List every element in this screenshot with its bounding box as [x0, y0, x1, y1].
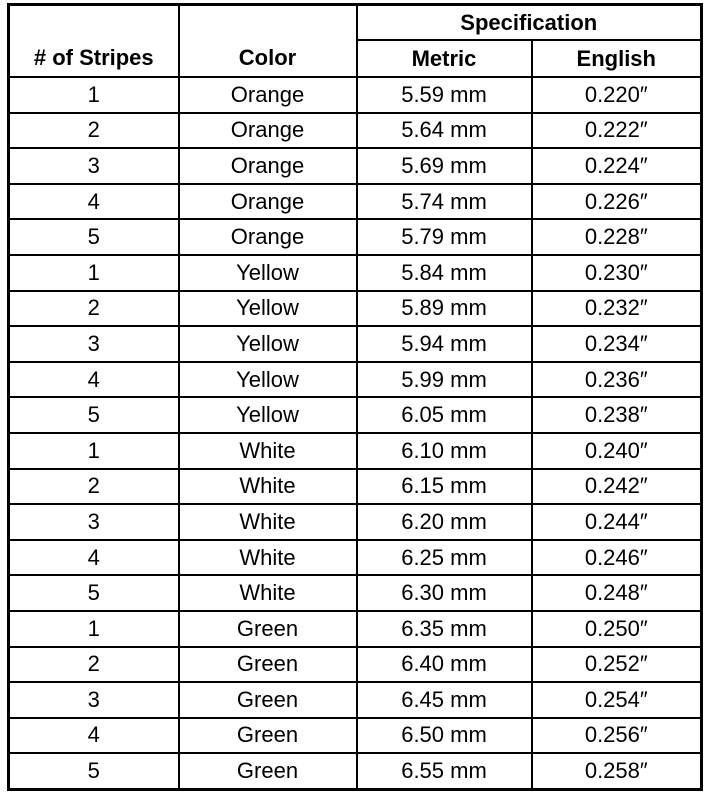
color-cell: Green	[179, 718, 357, 754]
stripes-cell: 2	[9, 469, 179, 505]
english-cell: 0.220″	[532, 77, 702, 113]
table-row	[9, 362, 702, 398]
english-header: English	[532, 40, 702, 77]
english-cell: 0.230″	[532, 255, 702, 291]
color-cell: Yellow	[179, 255, 357, 291]
color-header: Color	[179, 40, 357, 77]
metric-cell: 6.25 mm	[357, 540, 532, 576]
english-cell: 0.232″	[532, 291, 702, 327]
english-cell: 0.222″	[532, 113, 702, 149]
english-cell: 0.224″	[532, 148, 702, 184]
color-cell: White	[179, 504, 357, 540]
table-row	[9, 219, 702, 255]
table-row	[9, 718, 702, 754]
metric-cell: 5.89 mm	[357, 291, 532, 327]
color-cell: Yellow	[179, 362, 357, 398]
stripes-cell: 4	[9, 184, 179, 220]
english-cell: 0.256″	[532, 718, 702, 754]
stripes-cell: 1	[9, 77, 179, 113]
metric-cell: 6.35 mm	[357, 611, 532, 647]
table-row	[9, 291, 702, 327]
english-cell: 0.228″	[532, 219, 702, 255]
stripes-cell: 2	[9, 113, 179, 149]
metric-cell: 5.99 mm	[357, 362, 532, 398]
english-cell: 0.240″	[532, 433, 702, 469]
stripes-cell: 3	[9, 682, 179, 718]
stripes-cell: 3	[9, 326, 179, 362]
english-cell: 0.250″	[532, 611, 702, 647]
metric-cell: 6.40 mm	[357, 647, 532, 683]
metric-cell: 5.69 mm	[357, 148, 532, 184]
table-row	[9, 184, 702, 220]
stripes-cell: 5	[9, 397, 179, 433]
color-cell: Green	[179, 682, 357, 718]
color-cell: Yellow	[179, 397, 357, 433]
table-row	[9, 469, 702, 505]
color-cell: Orange	[179, 148, 357, 184]
table-row	[9, 113, 702, 149]
color-cell: Orange	[179, 77, 357, 113]
stripes-cell: 5	[9, 219, 179, 255]
english-cell: 0.254″	[532, 682, 702, 718]
metric-cell: 6.45 mm	[357, 682, 532, 718]
english-cell: 0.238″	[532, 397, 702, 433]
stripes-cell: 1	[9, 255, 179, 291]
english-cell: 0.248″	[532, 575, 702, 611]
metric-cell: 5.79 mm	[357, 219, 532, 255]
metric-cell: 5.84 mm	[357, 255, 532, 291]
table-row	[9, 77, 702, 113]
stripes-cell: 4	[9, 362, 179, 398]
english-cell: 0.258″	[532, 753, 702, 789]
english-cell: 0.226″	[532, 184, 702, 220]
color-cell: Orange	[179, 184, 357, 220]
metric-cell: 6.15 mm	[357, 469, 532, 505]
header-row-sub	[9, 40, 702, 77]
table-header	[9, 5, 702, 78]
stripes-cell: 4	[9, 718, 179, 754]
table-row	[9, 647, 702, 683]
metric-cell: 5.64 mm	[357, 113, 532, 149]
empty-header-cell-color	[179, 5, 357, 41]
color-cell: White	[179, 540, 357, 576]
table-row	[9, 682, 702, 718]
stripes-cell: 3	[9, 148, 179, 184]
empty-header-cell-stripes	[9, 5, 179, 41]
stripes-cell: 5	[9, 753, 179, 789]
metric-cell: 5.59 mm	[357, 77, 532, 113]
stripes-cell: 4	[9, 540, 179, 576]
table-row	[9, 148, 702, 184]
english-cell: 0.244″	[532, 504, 702, 540]
table-body	[9, 77, 702, 789]
header-row-top	[9, 5, 702, 41]
metric-cell: 5.94 mm	[357, 326, 532, 362]
table-row	[9, 611, 702, 647]
table-row	[9, 397, 702, 433]
table-row	[9, 540, 702, 576]
spec-table	[7, 3, 703, 791]
stripes-cell: 2	[9, 291, 179, 327]
metric-cell: 6.10 mm	[357, 433, 532, 469]
metric-header: Metric	[357, 40, 532, 77]
stripes-cell: 5	[9, 575, 179, 611]
table-row	[9, 575, 702, 611]
english-cell: 0.246″	[532, 540, 702, 576]
table-row	[9, 433, 702, 469]
stripes-header: # of Stripes	[9, 40, 179, 77]
stripes-cell: 3	[9, 504, 179, 540]
stripes-cell: 1	[9, 433, 179, 469]
metric-cell: 6.30 mm	[357, 575, 532, 611]
table-row	[9, 326, 702, 362]
table-row	[9, 753, 702, 789]
english-cell: 0.242″	[532, 469, 702, 505]
stripes-cell: 1	[9, 611, 179, 647]
english-cell: 0.234″	[532, 326, 702, 362]
english-cell: 0.252″	[532, 647, 702, 683]
color-cell: Orange	[179, 113, 357, 149]
color-cell: Yellow	[179, 291, 357, 327]
color-cell: White	[179, 575, 357, 611]
metric-cell: 6.50 mm	[357, 718, 532, 754]
color-cell: Orange	[179, 219, 357, 255]
stripes-cell: 2	[9, 647, 179, 683]
metric-cell: 6.55 mm	[357, 753, 532, 789]
color-cell: Green	[179, 611, 357, 647]
specification-header: Specification	[357, 5, 702, 41]
color-cell: Yellow	[179, 326, 357, 362]
color-cell: White	[179, 433, 357, 469]
color-cell: White	[179, 469, 357, 505]
table-row	[9, 255, 702, 291]
color-cell: Green	[179, 753, 357, 789]
table-row	[9, 504, 702, 540]
metric-cell: 6.20 mm	[357, 504, 532, 540]
english-cell: 0.236″	[532, 362, 702, 398]
metric-cell: 6.05 mm	[357, 397, 532, 433]
metric-cell: 5.74 mm	[357, 184, 532, 220]
color-cell: Green	[179, 647, 357, 683]
